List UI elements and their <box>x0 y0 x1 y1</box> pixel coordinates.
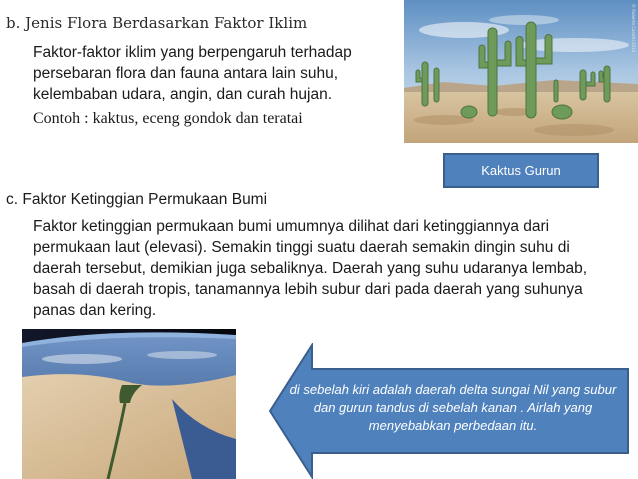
svg-text:© Roberto Canetti 2014: © Roberto Canetti 2014 <box>631 4 636 53</box>
section-c-heading: c. Faktor Ketinggian Permukaan Bumi <box>6 191 268 208</box>
photo-watermark <box>631 4 636 53</box>
section-b-paragraph: Faktor-faktor iklim yang berpengaruh terhadap persebaran flora dan fauna antara lain suhu, kelembaban udara, angin, dan curah hujan. <box>33 44 352 103</box>
section-c-paragraph: Faktor ketinggian permukaan bumi umumnya dilihat dari ketinggiannya dari permukaan laut (elevasi). Semakin tinggi suatu daerah semakin dingin suhu di daerah tersebut, demikian juga sebaliknya. Daerah yang suhu udaranya lembab, basah di daerah tropis, tanamannya lebih subur dari pada daerah yang suhunya panas dan kering. <box>33 218 588 319</box>
nile-delta-satellite-image <box>22 329 236 479</box>
callout-text: di sebelah kiri adalah daerah delta sungai Nil yang subur dan gurun tandus di sebelah kanan . Airlah yang menyebabkan perbedaan itu. <box>289 382 617 433</box>
section-b-heading: b. Jenis Flora Berdasarkan Faktor Iklim <box>6 14 308 32</box>
caption-kaktus-gurun <box>443 153 599 188</box>
caption-label: Kaktus Gurun <box>481 163 561 178</box>
desert-cactus-image <box>404 0 638 143</box>
section-b-example: Contoh : kaktus, eceng gondok dan teratai <box>33 110 303 127</box>
